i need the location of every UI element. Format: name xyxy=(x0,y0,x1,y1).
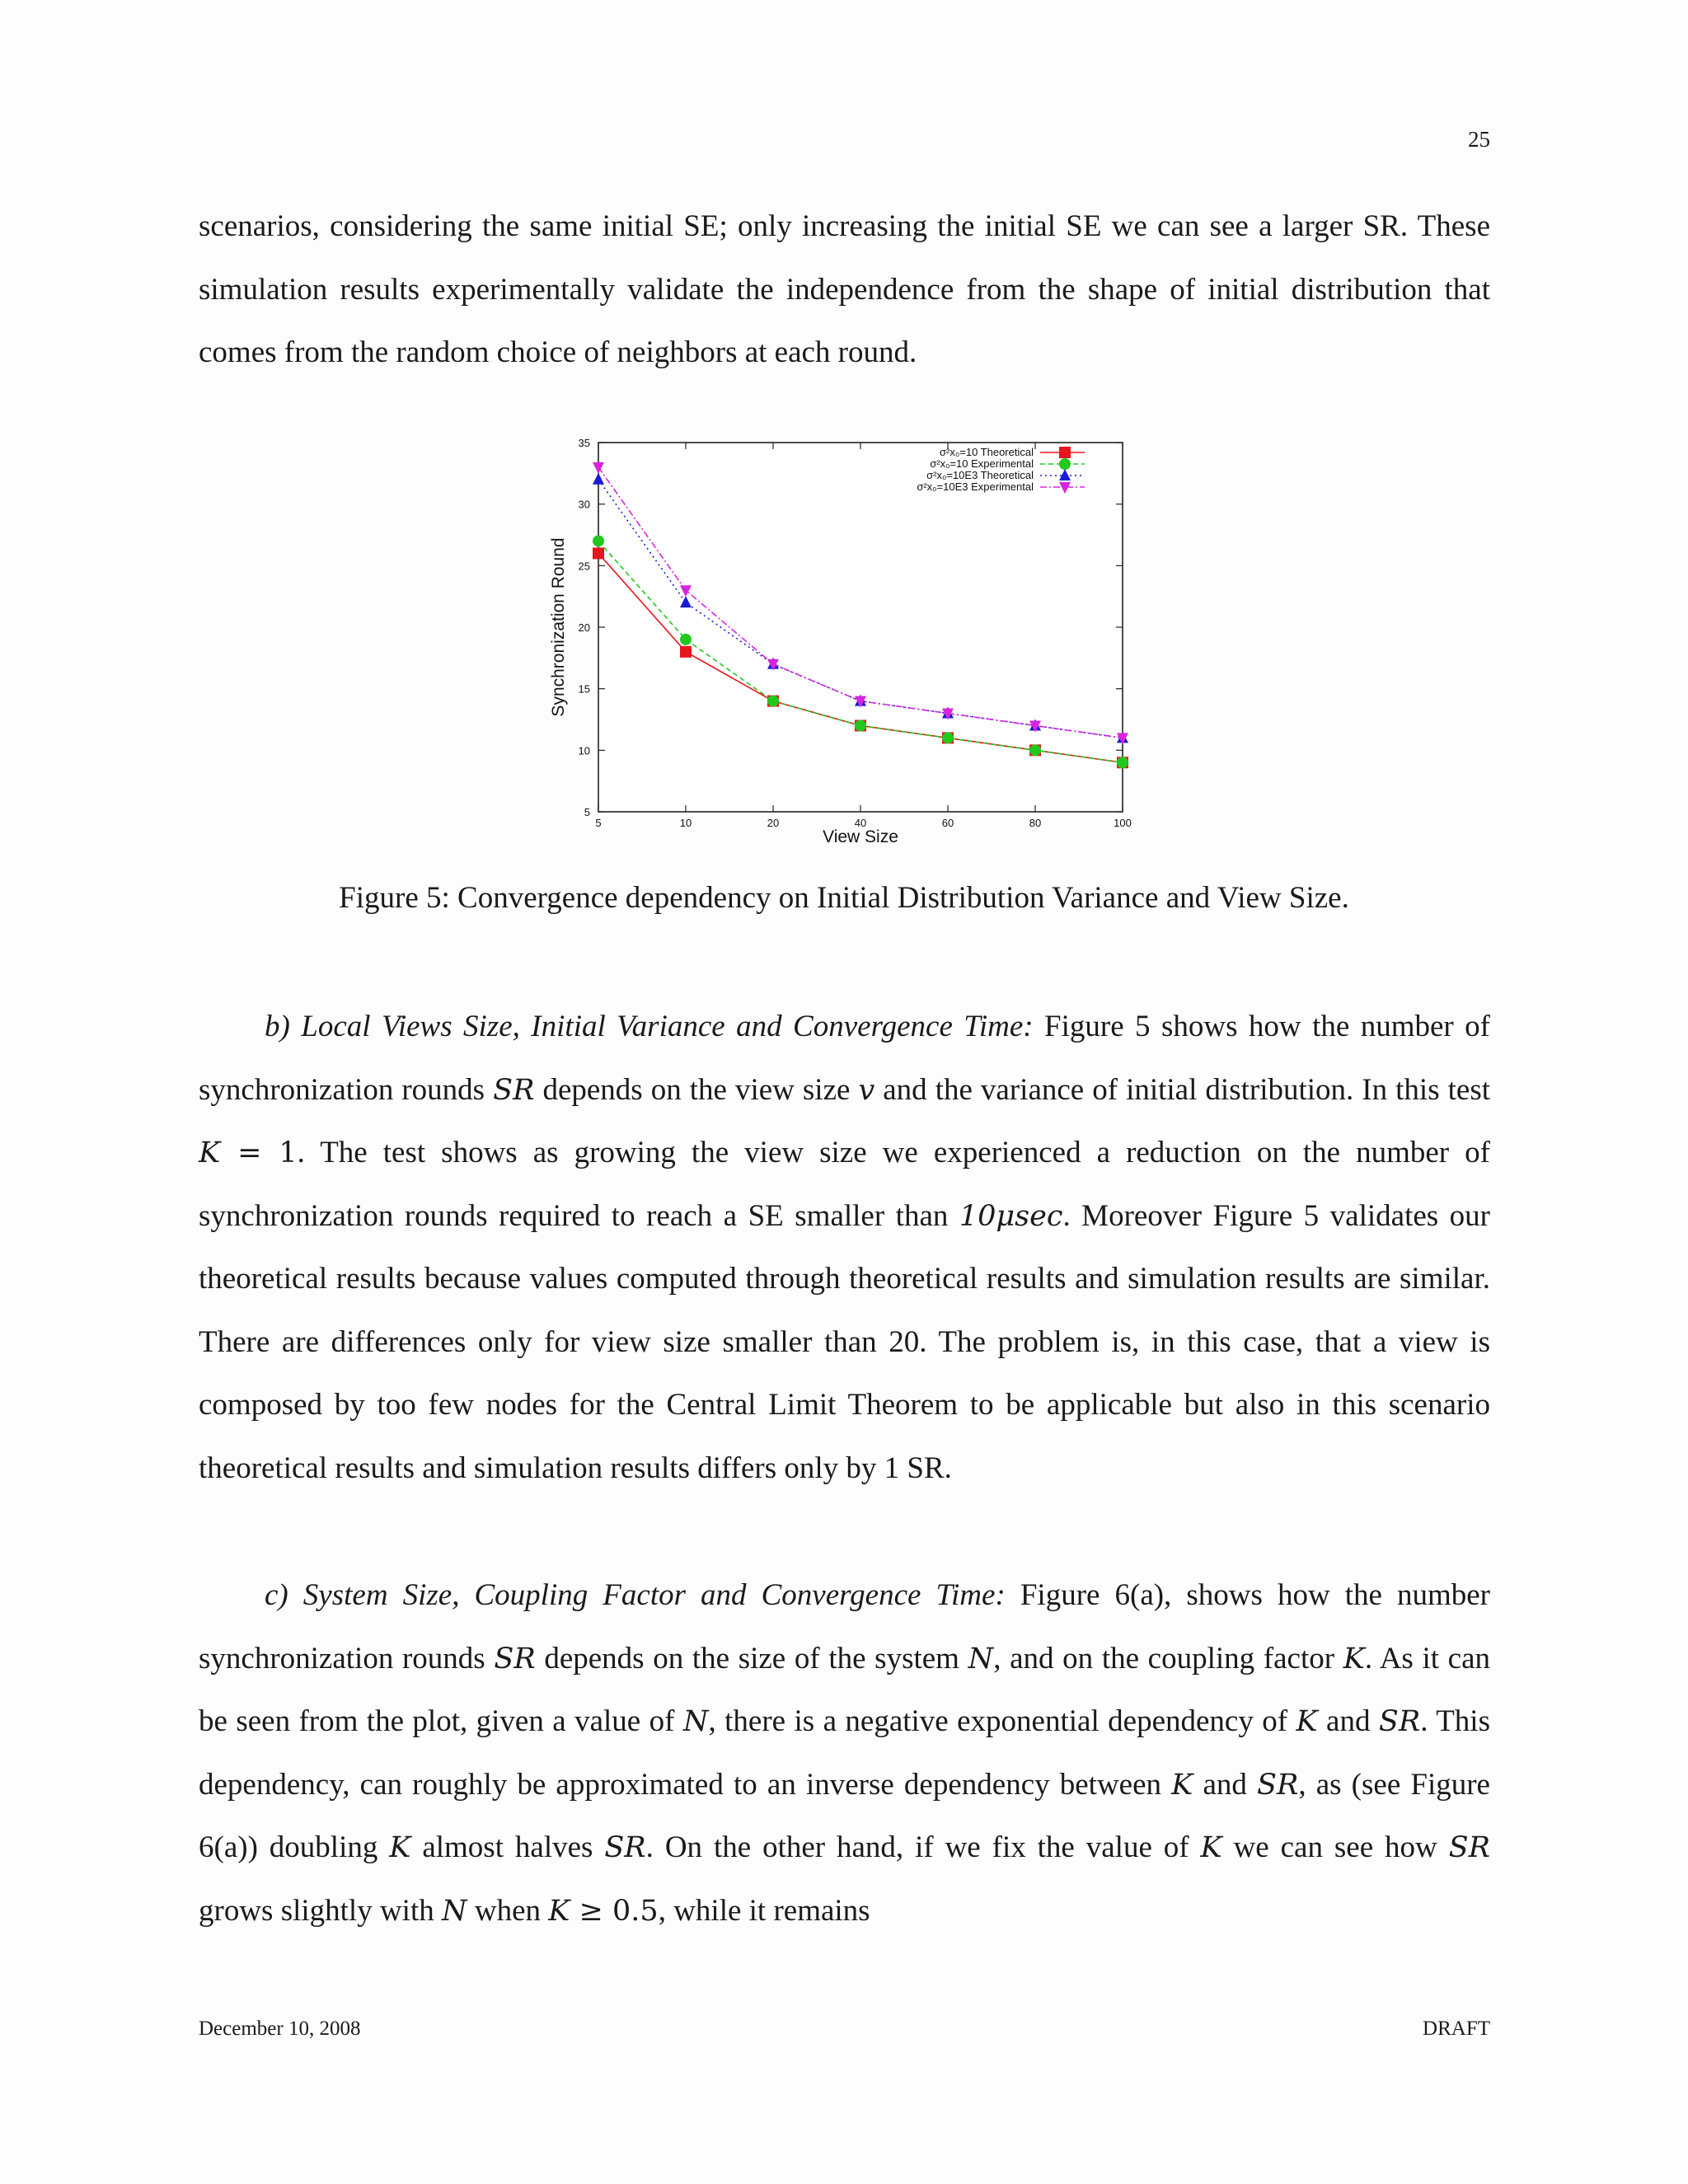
text-run: and the variance of initial distribution. In this test xyxy=(874,1072,1490,1107)
paragraph-2 xyxy=(199,996,1490,1500)
figure-5 xyxy=(528,424,1137,853)
figure-caption: Figure 5: Convergence dependency on Initial Distribution Variance and View Size. xyxy=(339,881,1349,915)
data-point xyxy=(855,719,866,731)
math-sr: SR xyxy=(1448,1831,1490,1864)
data-point xyxy=(1117,757,1128,768)
text-run: . Moreover Figure 5 validates our theoretical results because values computed through theoretical results and simulation results are similar. There are differences only for view size smaller than 20. The problem is, in this case, that a view is composed by too few nodes for the Central Limit Theorem to be applicable but also in this scenario theoretical results and simulation results differs only by 1 SR. xyxy=(199,1198,1490,1485)
text-run: depends on the view size xyxy=(534,1072,859,1107)
x-tick-label: 40 xyxy=(854,817,867,829)
text-run: . On the other hand, if we fix the value of xyxy=(645,1830,1201,1864)
y-tick-label: 25 xyxy=(578,560,590,573)
legend-label: σ²x₀=10 Theoretical xyxy=(940,446,1034,458)
text-run: depends on the size of the system xyxy=(535,1641,968,1675)
text-run: . The test shows as growing the view size we experienced a reduction on the number of synchronization rounds required to reach a SE smaller than xyxy=(199,1136,1490,1233)
data-point xyxy=(767,696,779,707)
math-k: K xyxy=(1296,1705,1318,1738)
math-k: K xyxy=(199,1137,221,1169)
text-run: , as (see Figure 6(a)) doubling xyxy=(199,1767,1490,1864)
math-k: K xyxy=(1171,1768,1193,1802)
text-run: almost halves xyxy=(410,1830,605,1864)
page-number: 25 xyxy=(1468,127,1490,152)
footer-status: DRAFT xyxy=(1423,2018,1490,2040)
math-sr: SR xyxy=(604,1831,646,1864)
math-sr: SR xyxy=(1257,1768,1299,1802)
data-point xyxy=(680,646,692,658)
text-run: and xyxy=(1317,1704,1379,1738)
math-k: K xyxy=(548,1894,570,1928)
y-tick-label: 30 xyxy=(578,498,590,511)
paragraph-1: scenarios, considering the same initial SE; only increasing the initial SE we can see a larger SR. These simulation results experimentally validate the independence from the shape of initial distribution that comes from the random choice of neighbors at each round. xyxy=(199,209,1490,369)
convergence-chart xyxy=(528,424,1137,853)
legend-label: σ²x₀=10 Experimental xyxy=(930,457,1034,470)
math-sr: SR xyxy=(493,1073,535,1107)
text-run: , and on the coupling factor xyxy=(993,1641,1343,1675)
x-tick-label: 80 xyxy=(1029,817,1042,829)
math-k: K xyxy=(389,1831,411,1864)
math-v: v xyxy=(858,1073,875,1107)
math-equals-one: = 1 xyxy=(220,1137,298,1169)
x-axis-label: View Size xyxy=(823,827,898,846)
math-geq-half: ≥ 0.5 xyxy=(570,1894,659,1928)
text-run: we can see how xyxy=(1221,1830,1449,1864)
text-run: Figure 5 shows how the number of synchronization rounds xyxy=(199,1010,1490,1107)
y-tick-label: 5 xyxy=(584,806,590,818)
footer-date: December 10, 2008 xyxy=(199,2018,361,2040)
plot-frame xyxy=(598,443,1123,812)
x-tick-label: 10 xyxy=(679,817,692,829)
math-k: K xyxy=(1200,1831,1222,1864)
data-point xyxy=(942,732,954,743)
legend-label: σ²x₀=10E3 Experimental xyxy=(917,480,1034,493)
x-tick-label: 60 xyxy=(941,817,954,829)
text-run: . As it can be seen from the plot, given a value of xyxy=(199,1641,1491,1738)
paragraph-3-runin: c) System Size, Coupling Factor and Convergence Time: xyxy=(265,1578,1006,1612)
y-tick-label: 35 xyxy=(578,437,590,449)
text-run: . This dependency, can roughly be approximated to an inverse dependency between xyxy=(199,1704,1490,1802)
math-n: N xyxy=(968,1642,994,1675)
legend-label: σ²x₀=10E3 Theoretical xyxy=(926,469,1034,481)
text-run: , while it remains xyxy=(658,1893,870,1928)
text-run: when xyxy=(467,1893,549,1928)
text-run: , there is a negative exponential dependency of xyxy=(708,1704,1296,1738)
math-sr: SR xyxy=(494,1642,536,1675)
text-run: and xyxy=(1193,1767,1257,1802)
paragraph-3 xyxy=(199,1564,1490,1943)
data-point xyxy=(680,634,692,645)
x-tick-label: 20 xyxy=(767,817,780,829)
y-axis-label: Synchronization Round xyxy=(549,537,568,717)
math-sr: SR xyxy=(1378,1705,1421,1738)
text-run: Figure 6(a), shows how the number synchronization rounds xyxy=(199,1578,1491,1675)
legend-marker xyxy=(1059,447,1071,458)
data-point xyxy=(593,547,604,559)
text-run: grows slightly with xyxy=(199,1893,442,1928)
y-tick-label: 10 xyxy=(578,744,590,757)
data-point xyxy=(1029,744,1041,756)
data-point xyxy=(593,535,604,546)
paragraph-2-runin: b) Local Views Size, Initial Variance and Convergence Time: xyxy=(265,1010,1034,1043)
math-n: N xyxy=(682,1705,709,1738)
x-tick-label: 100 xyxy=(1114,817,1132,829)
y-tick-label: 15 xyxy=(578,682,590,696)
math-n: N xyxy=(442,1894,467,1928)
math-10usec: 10μsec xyxy=(959,1199,1063,1233)
math-k: K xyxy=(1343,1642,1365,1675)
legend-marker xyxy=(1059,458,1071,470)
y-tick-label: 20 xyxy=(578,621,590,634)
x-tick-label: 5 xyxy=(595,817,602,829)
